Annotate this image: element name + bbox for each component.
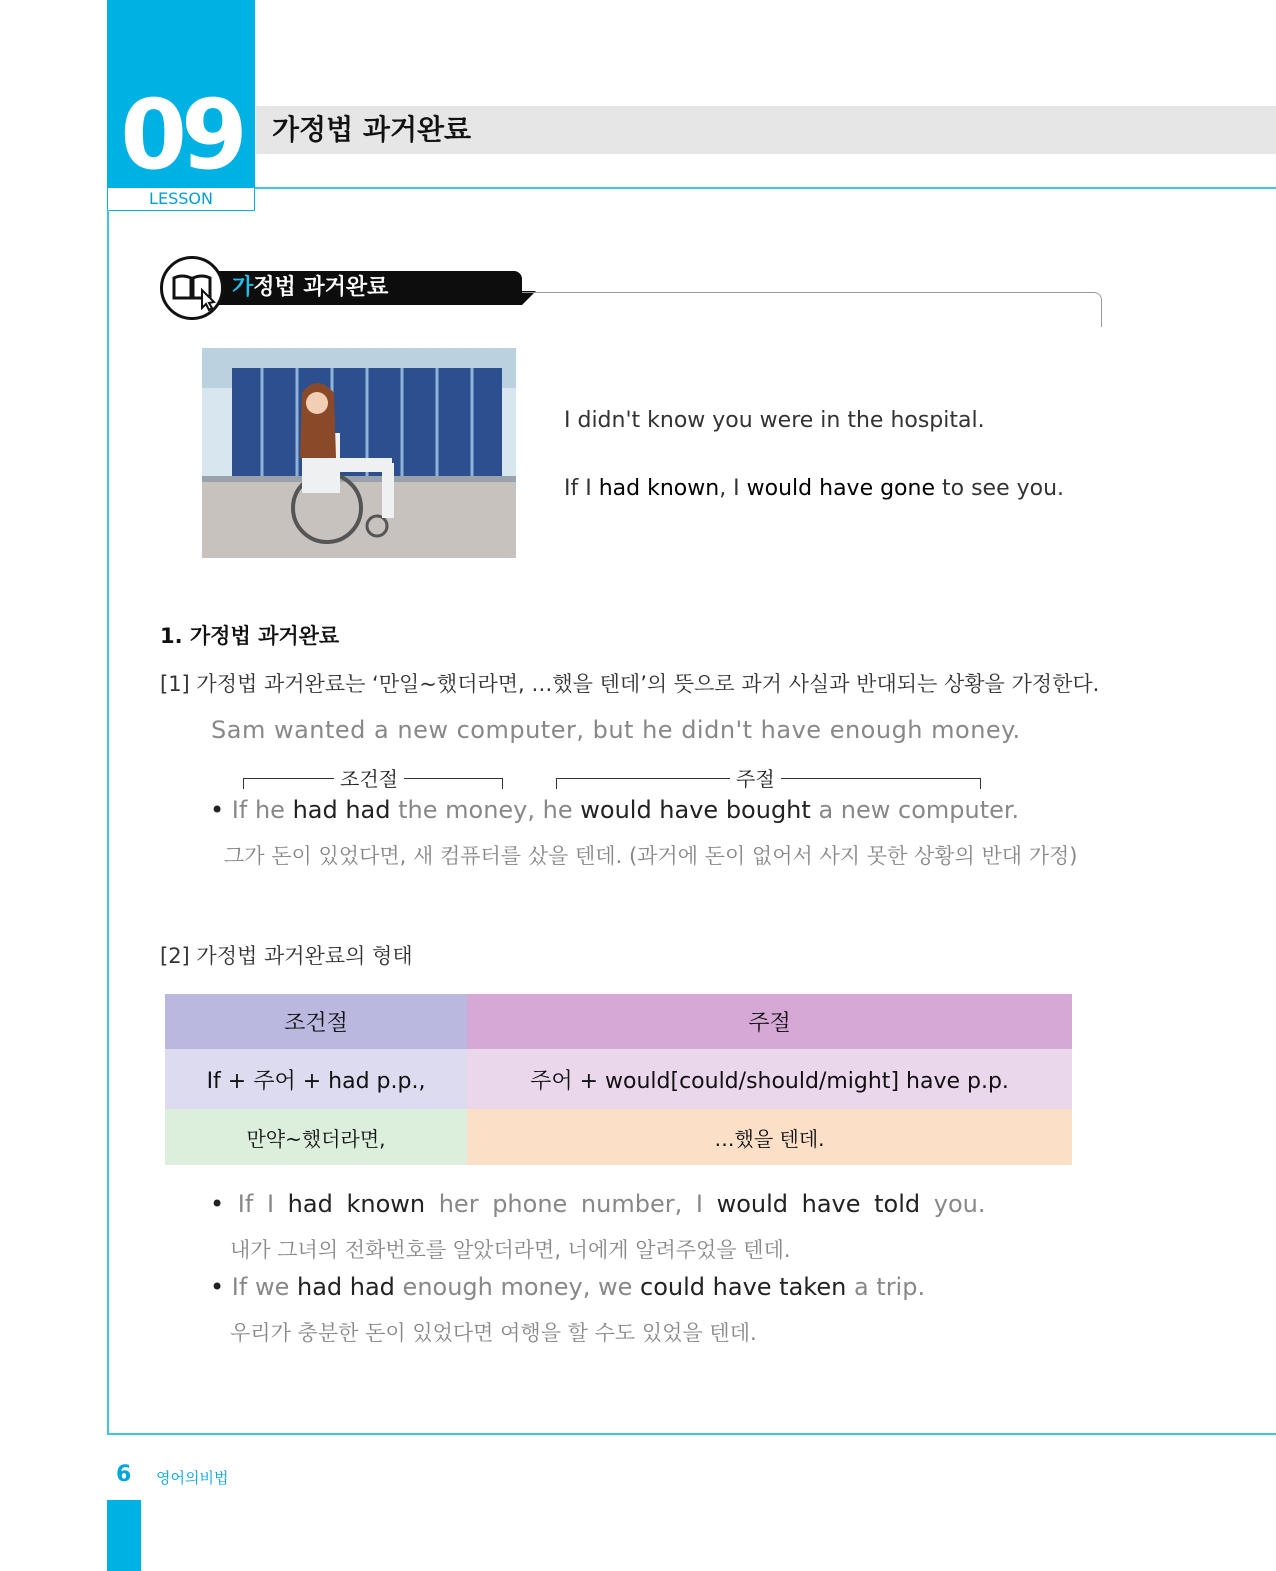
left-rule	[107, 210, 109, 1434]
section-line-end	[1093, 292, 1102, 327]
table-meaning-condition: 만약~했더라면,	[165, 1109, 467, 1165]
dialog-line-2: If I had known, I would have gone to see you.	[564, 476, 1065, 501]
point2-example1-en: • If I had known her phone number, I would have told you.	[210, 1190, 986, 1218]
table-header-main: 주절	[467, 994, 1072, 1049]
book-title: 영어의비법	[156, 1469, 229, 1487]
point2-example2-ko: 우리가 충분한 돈이 있었다면 여행을 할 수도 있었을 텐데.	[230, 1321, 757, 1345]
top-rule	[255, 187, 1276, 189]
book-icon	[166, 262, 218, 314]
page-title: 가정법 과거완료	[272, 113, 472, 146]
lesson-label: LESSON	[107, 188, 255, 211]
point1-rule: [1] 가정법 과거완료는 ‘만일~했더라면, …했을 텐데’의 뜻으로 과거 사실과 반대되는 상황을 가정한다.	[160, 672, 1100, 696]
point1-heading: 1. 가정법 과거완료	[160, 624, 340, 648]
point2-example2-en: • If we had had enough money, we could have taken a trip.	[210, 1273, 926, 1301]
footer-bar	[107, 1500, 141, 1571]
point2-example1-ko: 내가 그녀의 전화번호를 알았더라면, 너에게 알려주었을 텐데.	[230, 1238, 791, 1262]
section-badge-title: 가정법 과거완료	[232, 275, 389, 300]
bottom-rule	[107, 1433, 1276, 1435]
lesson-number: 09	[120, 79, 242, 191]
point1-bullet-ko: 그가 돈이 있었다면, 새 컴퓨터를 샀을 텐데. (과거에 돈이 없어서 사지 못한 상황의 반대 가정)	[224, 844, 1078, 868]
table-header-condition: 조건절	[165, 994, 467, 1049]
bracket-condition-label: 조건절	[334, 763, 404, 792]
table-meaning-main: …했을 텐데.	[467, 1109, 1072, 1165]
point2-heading: [2] 가정법 과거완료의 형태	[160, 944, 413, 968]
table-form-condition: If + 주어 + had p.p.,	[165, 1049, 467, 1109]
bracket-main-label: 주절	[730, 763, 781, 792]
table-form-main: 주어 + would[could/should/might] have p.p.	[467, 1049, 1072, 1109]
point1-bullet-en: • If he had had the money, he would have bought a new computer.	[210, 796, 1020, 824]
page-number: 6	[116, 1462, 132, 1487]
dialog-line-1: I didn't know you were in the hospital.	[564, 408, 985, 433]
point1-example: Sam wanted a new computer, but he didn't have enough money.	[211, 716, 1021, 744]
section-badge-tail	[522, 291, 536, 305]
form-table	[165, 994, 1072, 1165]
hospital-wheelchair-photo	[202, 348, 516, 558]
section-line	[522, 292, 1094, 293]
section-badge-circle	[160, 256, 224, 320]
